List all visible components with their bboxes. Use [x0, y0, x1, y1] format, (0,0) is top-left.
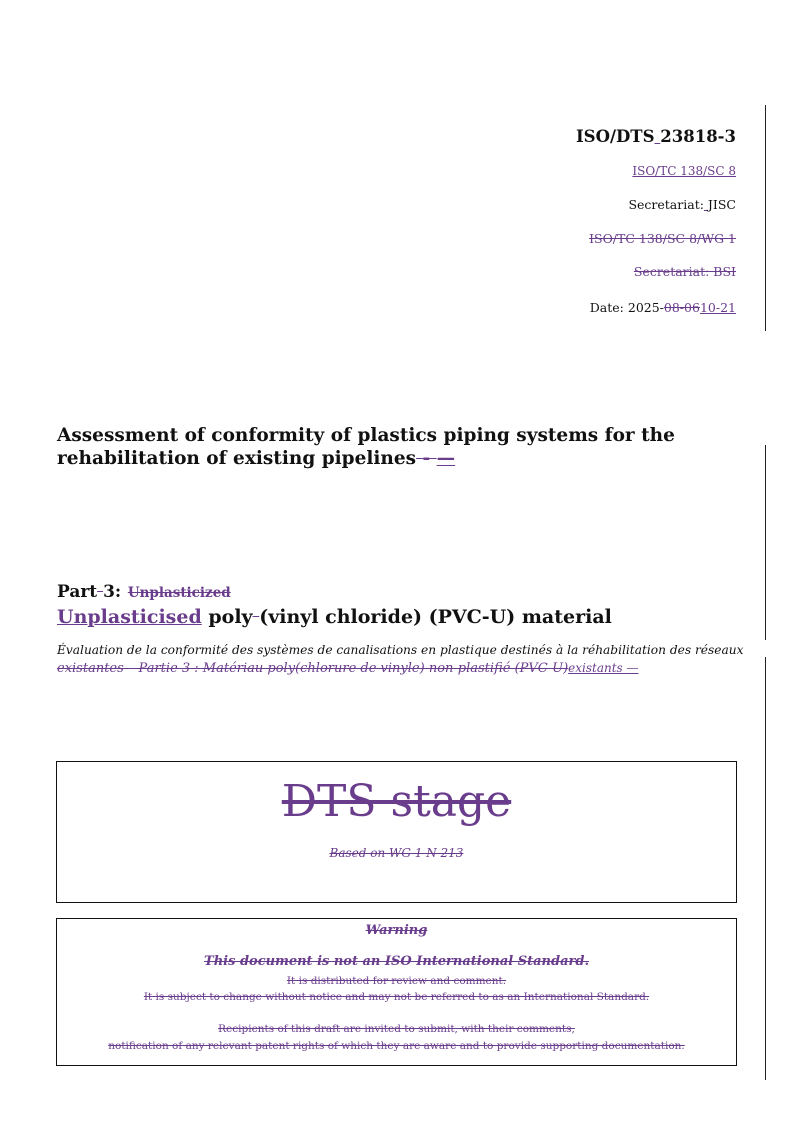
stage-box	[56, 761, 737, 903]
date-deleted: 08-06	[663, 300, 700, 315]
date-inserted: 10-21	[699, 300, 736, 315]
part-title	[57, 579, 747, 629]
change-bar-boxes	[765, 657, 766, 1080]
secretariat-line	[628, 197, 736, 212]
committee-reference: ISO/TC 138/SC 8	[632, 164, 736, 178]
date-prefix: Date: 2025-	[589, 300, 664, 315]
part-poly: poly	[208, 606, 253, 628]
date-line	[590, 300, 736, 315]
secretariat-deleted: Secretariat: BSI	[633, 264, 736, 279]
french-title-text: Évaluation de la conformité des systèmes de canalisations en plastique destinés à la réhabilitation des réseaux	[57, 643, 744, 657]
french-title	[57, 641, 747, 678]
document-number	[576, 127, 736, 146]
doc-prefix: ISO/DTS	[575, 127, 655, 146]
warning-title: Warning	[365, 923, 428, 938]
warning-line-5: notification of any relevant patent rights of which they are aware and to provide supporting documentation.	[108, 1040, 685, 1052]
warning-line-3: It is subject to change without notice and may not be referred to as an International Standard.	[143, 991, 650, 1003]
french-title-deleted: existantes – Partie 3 : Matériau poly(chlorure de vinyle) non-plastifié (PVC-U)	[57, 661, 569, 676]
main-title	[57, 424, 747, 470]
warning-line-1: This document is not an ISO International Standard.	[204, 954, 589, 969]
warning-line-2: It is distributed for review and comment.	[286, 975, 507, 987]
french-title-inserted: existants —	[568, 661, 639, 675]
secretariat-value: JISC	[707, 197, 736, 212]
change-bar-header	[765, 105, 766, 331]
main-title-deleted: -	[416, 448, 437, 469]
secretariat-label: Secretariat:	[628, 197, 704, 212]
warning-box	[56, 918, 737, 1066]
stage-basis: Based on WG 1 N 213	[329, 846, 464, 860]
part-title-inserted: Unplasticised	[57, 606, 202, 628]
part-title-rest: (vinyl chloride) (PVC-U) material	[259, 606, 612, 628]
main-title-text: Assessment of conformity of plastics piping systems for the rehabilitation of existing pipelines	[57, 425, 675, 469]
working-group-deleted: ISO/TC 138/SC 8/WG 1	[589, 231, 736, 246]
main-title-inserted: —	[436, 448, 456, 469]
change-bar-title	[765, 445, 766, 640]
part-number: 3:	[103, 582, 122, 602]
warning-line-4: Recipients of this draft are invited to submit, with their comments,	[218, 1023, 575, 1035]
part-title-deleted: Unplasticized	[127, 585, 231, 601]
doc-suffix: 23818-3	[660, 127, 736, 146]
part-label: Part	[57, 582, 98, 602]
stage-label: DTS stage	[281, 776, 512, 827]
